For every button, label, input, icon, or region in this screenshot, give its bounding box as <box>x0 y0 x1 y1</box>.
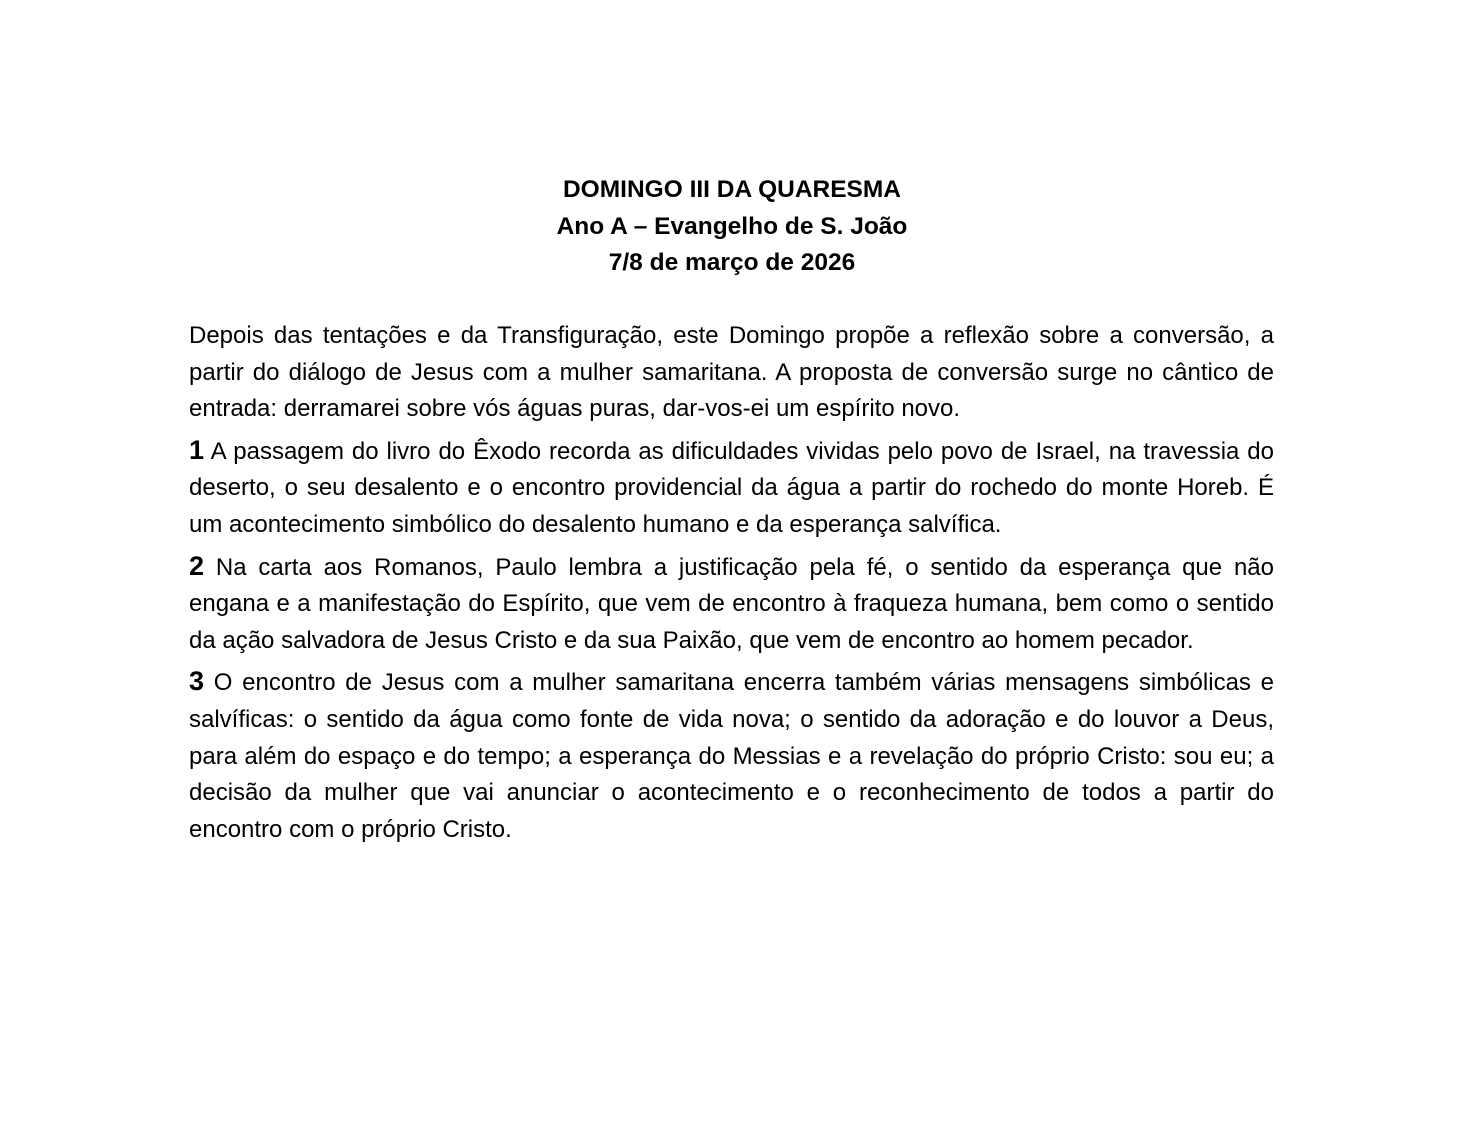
intro-paragraph <box>189 318 1274 428</box>
intro-text: Depois das tentações e da Transfiguração, este Domingo propõe a reflexão sobre a conversão, a partir do diálogo de Jesus com a mulher samaritana. A proposta de conversão surge no cântico de entrada: derramarei sobre vós águas puras, dar-vos-ei um espírito novo. <box>189 322 1274 423</box>
section-paragraph-2 <box>189 548 1274 660</box>
section-text-1: A passagem do livro do Êxodo recorda as dificuldades vividas pelo povo de Israel, na travessia do deserto, o seu desalento e o encontro providencial da água a partir do rochedo do monte Horeb. É um acontecimento simbólico do desalento humano e da esperança salvífica. <box>189 437 1275 538</box>
section-paragraph-1 <box>189 432 1274 544</box>
section-number-2: 2 <box>189 550 205 581</box>
section-text-3: O encontro de Jesus com a mulher samaritana encerra também várias mensagens simbólicas e salvíficas: o sentido da água como fonte de vida nova; o sentido da adoração e do louvor a Deus, para além do espaço e do tempo; a esperança do Messias e a revelação do próprio Cristo: sou eu; a decisão da mulher que vai anunciar o acontecimento e o reconhecimento de todos a partir do encontro com o próprio Cristo. <box>189 669 1274 843</box>
section-number-3: 3 <box>189 666 205 697</box>
document-date: 7/8 de março de 2026 <box>608 249 856 276</box>
document-title: DOMINGO III DA QUARESMA <box>562 176 901 203</box>
document-body <box>189 318 1274 852</box>
section-paragraph-3 <box>189 663 1274 848</box>
document-subtitle: Ano A – Evangelho de S. João <box>556 212 908 240</box>
section-number-1: 1 <box>189 434 205 465</box>
section-text-2: Na carta aos Romanos, Paulo lembra a justificação pela fé, o sentido da esperança que não engana e a manifestação do Espírito, que vem de encontro à fraqueza humana, bem como o sentido da ação salvadora de Jesus Cristo e da sua Paixão, que vem de encontro ao homem pecador. <box>189 553 1274 654</box>
document-header <box>0 172 1464 282</box>
